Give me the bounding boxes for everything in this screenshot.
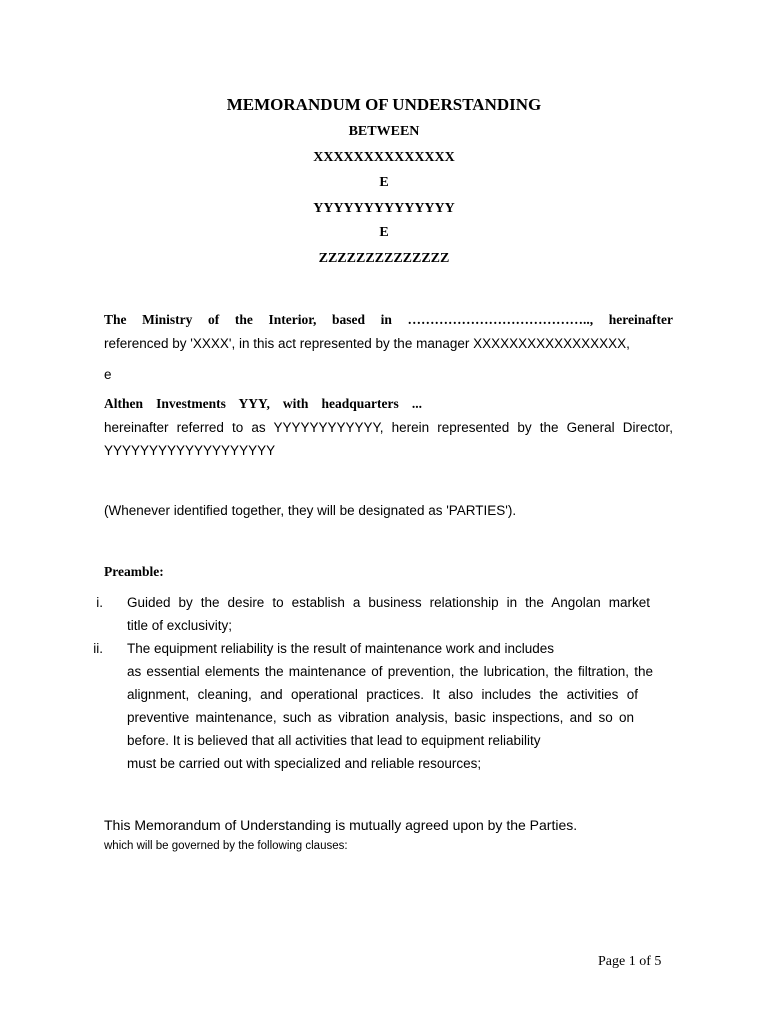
preamble-item-1-line-1: Guided by the desire to establish a business relationship in the Angolan market: [127, 595, 650, 610]
together-note: (Whenever identified together, they will be designated as 'PARTIES').: [104, 503, 517, 518]
conjunction-e: e: [104, 367, 112, 382]
preamble-item-2-line-1: The equipment reliability is the result of maintenance work and includes: [127, 641, 554, 656]
document-title: MEMORANDUM OF UNDERSTANDING: [226, 95, 542, 114]
preamble-item-2-line-4: preventive maintenance, such as vibration analysis, basic inspections, and so on: [127, 710, 634, 725]
preamble-item-1-line-2: title of exclusivity;: [127, 618, 233, 633]
ministry-line-2: referenced by 'XXXX', in this act represented by the manager XXXXXXXXXXXXXXXXX,: [104, 336, 630, 351]
between-label: BETWEEN: [348, 124, 420, 139]
althen-line-2: hereinafter referred to as YYYYYYYYYYYY, herein represented by the General Director,: [104, 420, 673, 435]
althen-line-1: Althen Investments YYY, with headquarters ...: [104, 396, 422, 411]
preamble-item-2-line-5: before. It is believed that all activities that lead to equipment reliability: [127, 733, 541, 748]
preamble-item-2-line-2: as essential elements the maintenance of prevention, the lubrication, the filtration, the: [127, 664, 653, 679]
closing-line-2: which will be governed by the following clauses:: [104, 840, 348, 852]
party-2-name: YYYYYYYYYYYYYY: [313, 201, 455, 216]
preamble-item-2-marker: ii.: [93, 641, 103, 656]
conjunction-e-1: E: [379, 175, 389, 190]
preamble-heading: Preamble:: [104, 564, 164, 579]
preamble-item-2-line-6: must be carried out with specialized and reliable resources;: [127, 756, 482, 771]
preamble-item-2-line-3: alignment, cleaning, and operational practices. It also includes the activities of: [127, 687, 638, 702]
page-number: Page 1 of 5: [598, 954, 662, 969]
preamble-item-1-marker: i.: [96, 595, 103, 610]
conjunction-e-2: E: [379, 225, 389, 240]
ministry-line-1: The Ministry of the Interior, based in ………………………………….., hereinafter: [104, 312, 673, 327]
althen-line-3: YYYYYYYYYYYYYYYYYYY: [104, 443, 276, 458]
closing-line-1: This Memorandum of Understanding is mutually agreed upon by the Parties.: [104, 817, 578, 833]
party-1-name: XXXXXXXXXXXXXX: [313, 150, 455, 165]
party-3-name: ZZZZZZZZZZZZZZ: [318, 251, 450, 266]
